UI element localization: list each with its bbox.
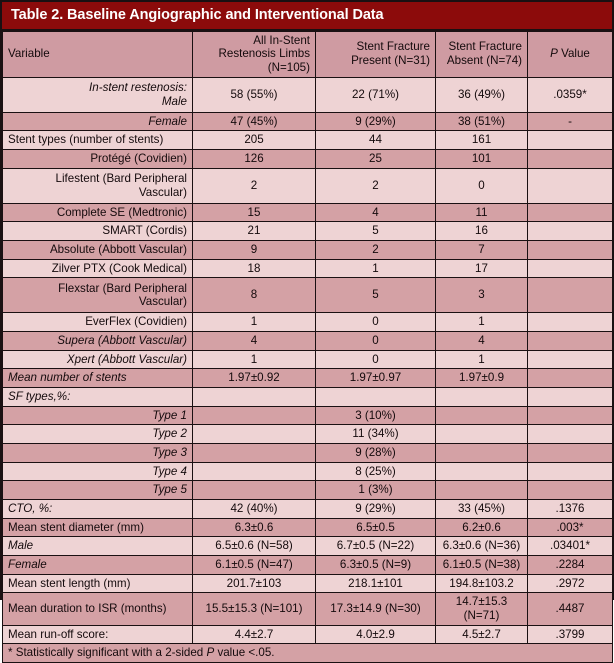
cell-fracture-absent: 3 [436,278,528,313]
table-row [3,278,613,313]
column-header-fracture-present: Stent Fracture Present (N=31) [316,31,436,77]
cell-fracture-absent: 11 [436,203,528,222]
cell-p-value [528,149,613,168]
cell-fracture-absent: 161 [436,131,528,150]
table-row [3,406,613,425]
table-row [3,350,613,369]
cell-fracture-absent [436,406,528,425]
column-header-p-value [528,31,613,77]
table-row [3,574,613,593]
cell-fracture-present: 1 (3%) [316,481,436,500]
table-row [3,331,613,350]
row-label: SMART (Cordis) [3,222,193,241]
row-label: Type 2 [3,425,193,444]
table-title: Table 2. Baseline Angiographic and Interventional Data [2,2,612,31]
cell-all-isr: 6.5±0.6 (N=58) [193,537,316,556]
cell-p-value [528,387,613,406]
value-word: Value [557,47,590,61]
footnote-row [3,644,613,663]
cell-p-value [528,443,613,462]
cell-fracture-present: 17.3±14.9 (N=30) [316,593,436,625]
cell-fracture-present [316,387,436,406]
cell-all-isr: 18 [193,259,316,278]
cell-fracture-present: 8 (25%) [316,462,436,481]
cell-all-isr: 1 [193,313,316,332]
cell-fracture-absent: 7 [436,240,528,259]
cell-fracture-absent [436,443,528,462]
table-row [3,462,613,481]
cell-p-value [528,222,613,241]
table-row [3,222,613,241]
cell-fracture-present: 0 [316,331,436,350]
cell-fracture-present: 1.97±0.97 [316,369,436,388]
cell-p-value [528,425,613,444]
cell-p-value: .003* [528,518,613,537]
cell-all-isr [193,481,316,500]
cell-fracture-absent: 17 [436,259,528,278]
cell-fracture-absent: 6.2±0.6 [436,518,528,537]
cell-p-value [528,331,613,350]
cell-fracture-present: 6.3±0.5 (N=9) [316,555,436,574]
row-label: Type 4 [3,462,193,481]
cell-all-isr [193,443,316,462]
footnote-p-italic: P [206,646,215,660]
cell-p-value [528,462,613,481]
cell-fracture-absent: 1 [436,313,528,332]
p-italic: P [550,47,558,61]
cell-p-value: - [528,112,613,131]
row-label: Male [3,537,193,556]
table-row [3,443,613,462]
cell-p-value: .2972 [528,574,613,593]
table-row [3,499,613,518]
row-label: Flexstar (Bard Peripheral Vascular) [3,278,193,313]
table-row [3,313,613,332]
table-row [3,369,613,388]
row-label: Stent types (number of stents) [3,131,193,150]
cell-fracture-absent: 14.7±15.3 (N=71) [436,593,528,625]
row-label: CTO, %: [3,499,193,518]
row-label: Mean number of stents [3,369,193,388]
cell-fracture-absent [436,462,528,481]
cell-all-isr: 6.3±0.6 [193,518,316,537]
cell-fracture-absent: 4 [436,331,528,350]
cell-all-isr: 4 [193,331,316,350]
cell-all-isr [193,387,316,406]
cell-p-value [528,240,613,259]
table-row [3,593,613,625]
cell-fracture-present: 25 [316,149,436,168]
cell-p-value [528,278,613,313]
table-row [3,149,613,168]
cell-fracture-present: 9 (28%) [316,443,436,462]
row-label: Type 5 [3,481,193,500]
cell-fracture-absent [436,425,528,444]
cell-fracture-present: 9 (29%) [316,499,436,518]
cell-fracture-absent: 1 [436,350,528,369]
table-row [3,387,613,406]
cell-fracture-absent: 6.3±0.6 (N=36) [436,537,528,556]
cell-fracture-absent: 33 (45%) [436,499,528,518]
cell-fracture-absent: 4.5±2.7 [436,625,528,644]
cell-all-isr: 1 [193,350,316,369]
table-row [3,77,613,112]
table-row [3,625,613,644]
row-label: Complete SE (Medtronic) [3,203,193,222]
cell-p-value: .4487 [528,593,613,625]
cell-p-value [528,350,613,369]
cell-fracture-present: 22 (71%) [316,77,436,112]
column-header-fracture-absent: Stent Fracture Absent (N=74) [436,31,528,77]
header-row [3,31,613,77]
cell-all-isr: 6.1±0.5 (N=47) [193,555,316,574]
cell-p-value: .1376 [528,499,613,518]
cell-p-value [528,481,613,500]
cell-fracture-present: 3 (10%) [316,406,436,425]
row-label: Type 3 [3,443,193,462]
cell-fracture-absent [436,387,528,406]
cell-all-isr: 201.7±103 [193,574,316,593]
cell-all-isr: 9 [193,240,316,259]
row-label: Mean stent length (mm) [3,574,193,593]
cell-all-isr: 4.4±2.7 [193,625,316,644]
cell-all-isr: 8 [193,278,316,313]
cell-fracture-present: 218.1±101 [316,574,436,593]
cell-all-isr: 15.5±15.3 (N=101) [193,593,316,625]
cell-p-value [528,406,613,425]
cell-p-value [528,203,613,222]
row-label: Supera (Abbott Vascular) [3,331,193,350]
table-head [3,31,613,77]
cell-fracture-present: 4.0±2.9 [316,625,436,644]
cell-p-value: .0359* [528,77,613,112]
cell-fracture-present: 6.5±0.5 [316,518,436,537]
table-row [3,203,613,222]
row-label: Mean stent diameter (mm) [3,518,193,537]
cell-fracture-present: 9 (29%) [316,112,436,131]
data-grid [2,31,613,663]
cell-p-value [528,313,613,332]
table-row [3,112,613,131]
cell-all-isr: 126 [193,149,316,168]
cell-all-isr: 205 [193,131,316,150]
cell-fracture-absent: 38 (51%) [436,112,528,131]
cell-fracture-present: 1 [316,259,436,278]
cell-fracture-present: 0 [316,313,436,332]
row-label: Mean run-off score: [3,625,193,644]
cell-all-isr: 42 (40%) [193,499,316,518]
table-row [3,481,613,500]
cell-all-isr: 2 [193,168,316,203]
cell-fracture-present: 6.7±0.5 (N=22) [316,537,436,556]
row-label: Protégé (Covidien) [3,149,193,168]
cell-p-value: .2284 [528,555,613,574]
cell-all-isr: 58 (55%) [193,77,316,112]
row-label: Absolute (Abbott Vascular) [3,240,193,259]
row-label: Female [3,112,193,131]
cell-all-isr [193,406,316,425]
row-label: Xpert (Abbott Vascular) [3,350,193,369]
table-row [3,537,613,556]
cell-all-isr: 21 [193,222,316,241]
table-row [3,518,613,537]
table-row [3,259,613,278]
cell-p-value: .03401* [528,537,613,556]
row-label: Type 1 [3,406,193,425]
cell-fracture-present: 44 [316,131,436,150]
cell-p-value [528,168,613,203]
table-row [3,131,613,150]
cell-all-isr: 47 (45%) [193,112,316,131]
table-row [3,168,613,203]
cell-fracture-absent: 194.8±103.2 [436,574,528,593]
cell-fracture-absent: 6.1±0.5 (N=38) [436,555,528,574]
cell-all-isr: 1.97±0.92 [193,369,316,388]
cell-fracture-absent: 101 [436,149,528,168]
row-label: Zilver PTX (Cook Medical) [3,259,193,278]
cell-fracture-present: 5 [316,222,436,241]
row-label: EverFlex (Covidien) [3,313,193,332]
row-label: Female [3,555,193,574]
table-body [3,77,613,662]
cell-fracture-absent [436,481,528,500]
row-label: Lifestent (Bard Peripheral Vascular) [3,168,193,203]
cell-p-value [528,369,613,388]
cell-fracture-present: 11 (34%) [316,425,436,444]
cell-p-value [528,259,613,278]
cell-p-value [528,131,613,150]
cell-p-value: .3799 [528,625,613,644]
cell-fracture-present: 2 [316,168,436,203]
cell-all-isr: 15 [193,203,316,222]
cell-all-isr [193,425,316,444]
cell-fracture-present: 0 [316,350,436,369]
cell-fracture-absent: 1.97±0.9 [436,369,528,388]
table-row [3,425,613,444]
cell-all-isr [193,462,316,481]
cell-fracture-absent: 0 [436,168,528,203]
cell-fracture-present: 5 [316,278,436,313]
row-label: In-stent restenosis: Male [3,77,193,112]
table-row [3,240,613,259]
cell-fracture-present: 2 [316,240,436,259]
cell-fracture-absent: 16 [436,222,528,241]
column-header-variable: Variable [3,31,193,77]
column-header-all-isr: All In-Stent Restenosis Limbs (N=105) [193,31,316,77]
cell-fracture-present: 4 [316,203,436,222]
table-footnote: * Statistically significant with a 2-sided P value <.05. [3,644,613,663]
row-label: Mean duration to ISR (months) [3,593,193,625]
row-label: SF types,%: [3,387,193,406]
table-row [3,555,613,574]
cell-fracture-absent: 36 (49%) [436,77,528,112]
